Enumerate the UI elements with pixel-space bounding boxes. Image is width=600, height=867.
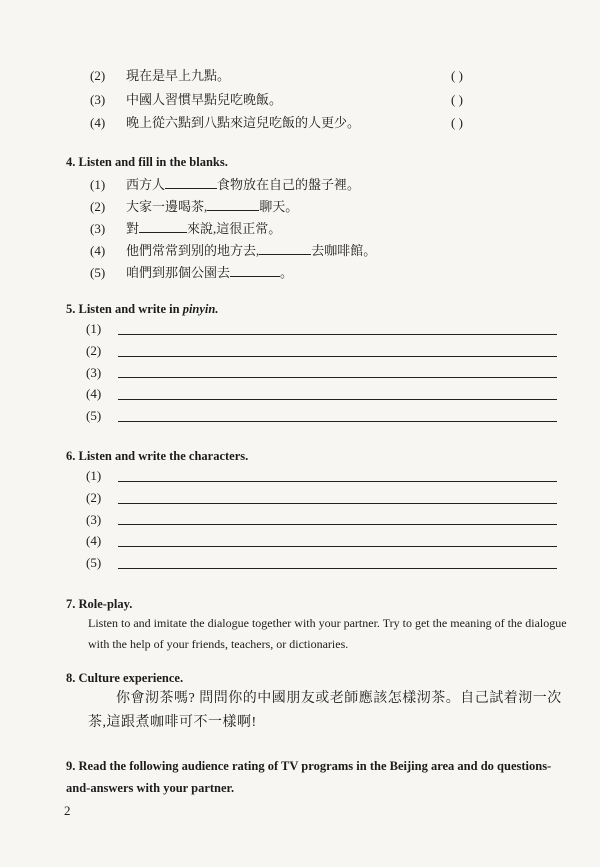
item-number: (3) [90,92,106,107]
pinyin-write-line[interactable] [118,421,557,422]
section-8-heading: 8. Culture experience. [66,671,184,685]
fill-item-2: (2) 大家一邊喝茶, 聊天。 [90,199,299,214]
pinyin-write-line[interactable] [118,377,557,378]
item-text: 晚上從六點到八點來這兒吃飯的人更少。 [126,115,361,130]
fill-blank[interactable] [207,198,259,211]
character-line-label: (3) [86,512,102,527]
item-number: (2) [90,68,106,83]
answer-box[interactable]: ( ) [451,68,463,83]
item-number: (3) [90,221,106,236]
character-write-line[interactable] [118,503,557,504]
section-6-heading: 6. Listen and write the characters. [66,449,249,463]
item-number: (4) [90,115,106,130]
item-number: (5) [90,265,106,280]
character-line-label: (1) [86,468,102,483]
section-8-text: 你會沏茶嗎? 問問你的中國朋友或老師應該怎樣沏茶。自己試着沏一次茶,這跟煮咖啡可不一樣啊! [88,691,562,730]
pinyin-line-label: (4) [86,386,102,401]
item-text: 中國人習慣早點兒吃晚飯。 [126,92,283,107]
character-line-label: (2) [86,490,102,505]
character-write-line[interactable] [118,481,557,482]
character-write-line[interactable] [118,524,557,525]
tf-item-3 [90,92,282,108]
pinyin-write-line[interactable] [118,399,557,400]
item-text: 現在是早上九點。 [126,68,231,83]
fill-item-1: (1) 西方人 食物放在自己的盤子裡。 [90,177,361,192]
pinyin-line-label: (1) [86,321,102,336]
tf-item-4 [90,115,360,131]
fill-blank[interactable] [139,220,187,233]
fill-blank[interactable] [259,242,311,255]
character-write-line[interactable] [118,568,557,569]
fill-item-5: (5) 咱們到那個公園去 。 [90,265,294,280]
fill-item-4: (4) 他們常常到别的地方去, 去咖啡館。 [90,243,377,258]
pinyin-write-line[interactable] [118,356,557,357]
section-7-heading: 7. Role-play. [66,597,133,611]
section-7-instructions: Listen to and imitate the dialogue together with your partner. Try to get the meaning of the dialogue with the help of your friends, teachers, or dictionaries. [88,616,567,651]
page-number: 2 [64,803,71,818]
answer-box[interactable]: ( ) [451,92,463,107]
item-number: (1) [90,177,106,192]
item-number: (4) [90,243,106,258]
fill-item-3: (3) 對 來說,這很正常。 [90,221,282,236]
pinyin-line-label: (5) [86,408,102,423]
character-line-label: (5) [86,555,102,570]
pinyin-line-label: (3) [86,365,102,380]
character-line-label: (4) [86,533,102,548]
fill-blank[interactable] [165,176,217,189]
tf-item-2 [90,68,230,84]
answer-box[interactable]: ( ) [451,115,463,130]
item-number: (2) [90,199,106,214]
section-4-heading: 4. Listen and fill in the blanks. [66,155,228,169]
section-9-heading: 9. Read the following audience rating of TV programs in the Beijing area and do questions-and-answers with your partner. [66,759,552,795]
character-write-line[interactable] [118,546,557,547]
pinyin-line-label: (2) [86,343,102,358]
fill-blank[interactable] [230,264,280,277]
section-5-heading: 5. Listen and write in pinyin. [66,302,219,316]
pinyin-write-line[interactable] [118,334,557,335]
